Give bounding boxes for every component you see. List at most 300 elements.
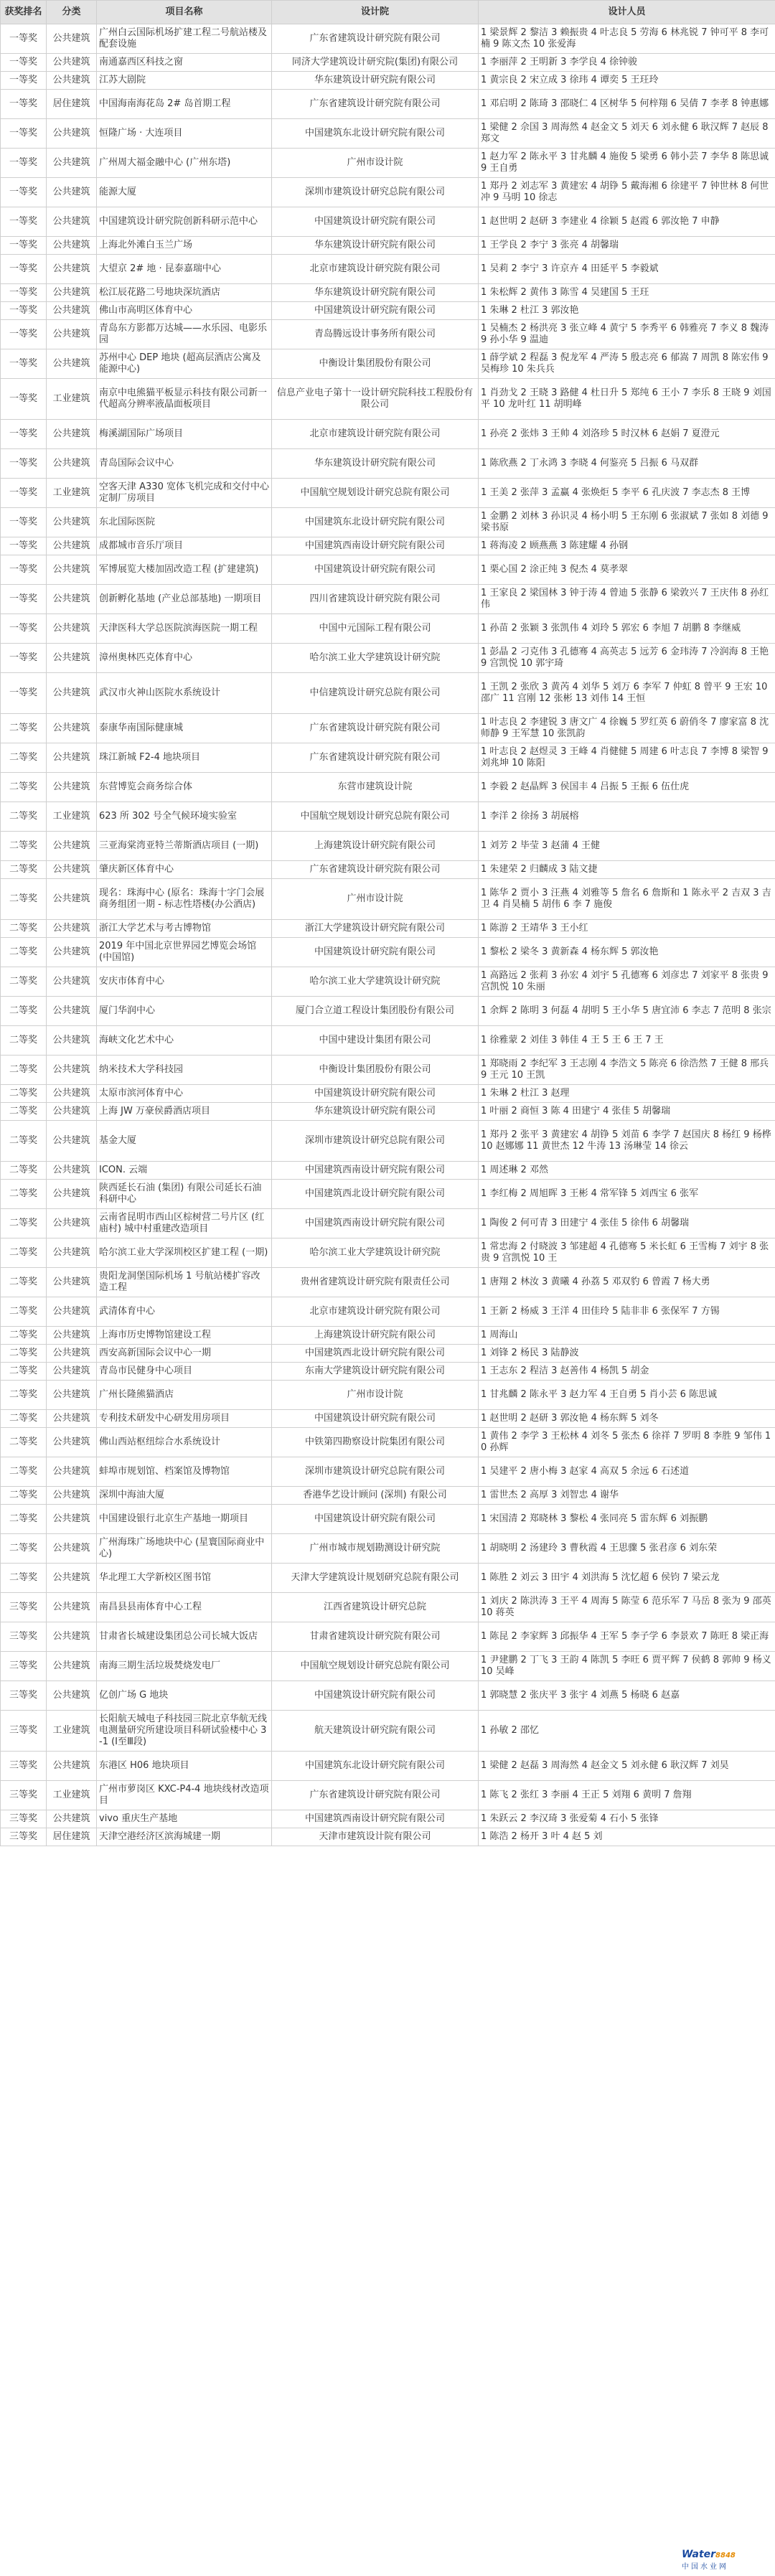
- award-rank-cell: 一等奖: [1, 149, 47, 178]
- institute-cell: 中国中建设计集团有限公司: [272, 1026, 479, 1056]
- project-name-cell: 亿创广场 G 地块: [97, 1681, 272, 1711]
- category-cell: 公共建筑: [47, 1026, 97, 1056]
- project-name-cell: 恒隆广场 · 大连项目: [97, 119, 272, 149]
- category-cell: 公共建筑: [47, 585, 97, 614]
- table-row: [1, 349, 775, 379]
- category-cell: 公共建筑: [47, 743, 97, 773]
- category-cell: 公共建筑: [47, 1810, 97, 1828]
- project-name-cell: 成都城市音乐厅项目: [97, 537, 272, 555]
- award-rank-cell: 二等奖: [1, 1162, 47, 1180]
- institute-cell: 浙江大学建筑设计研究院有限公司: [272, 920, 479, 938]
- table-row: [1, 1534, 775, 1564]
- institute-cell: 深圳市建筑设计研究总院有限公司: [272, 1121, 479, 1162]
- project-name-cell: 西安高新国际会议中心一期: [97, 1345, 272, 1363]
- table-row: [1, 743, 775, 773]
- award-rank-cell: 三等奖: [1, 1828, 47, 1846]
- designers-cell: 1 王凯 2 张欣 3 黄芮 4 刘华 5 刘万 6 李军 7 仲虹 8 曾平 9 王宏 10 邵广 11 宫刚 12 张彬 13 刘伟 14 王恒: [479, 673, 775, 714]
- award-rank-cell: 二等奖: [1, 1534, 47, 1564]
- category-cell: 工业建筑: [47, 479, 97, 508]
- designers-cell: 1 王学良 2 李宁 3 张亮 4 胡馨瑞: [479, 237, 775, 255]
- project-name-cell: 中国海南海花岛 2# 岛首期工程: [97, 90, 272, 119]
- project-name-cell: 青岛东方影都万达城——水乐园、电影乐园: [97, 320, 272, 349]
- award-rank-cell: 三等奖: [1, 1810, 47, 1828]
- award-rank-cell: 一等奖: [1, 24, 47, 54]
- institute-cell: 中国建筑西南设计研究院有限公司: [272, 1209, 479, 1238]
- award-rank-cell: 二等奖: [1, 1428, 47, 1457]
- institute-cell: 中国建筑设计研究院有限公司: [272, 938, 479, 967]
- designers-cell: 1 吴莉 2 李宁 3 许京卉 4 田延平 5 李毅斌: [479, 255, 775, 284]
- award-rank-cell: 二等奖: [1, 997, 47, 1026]
- table-row: [1, 90, 775, 119]
- category-cell: 公共建筑: [47, 207, 97, 237]
- award-rank-cell: 二等奖: [1, 1487, 47, 1505]
- institute-cell: 广州市城市规划勘测设计研究院: [272, 1534, 479, 1564]
- project-name-cell: 安庆市体育中心: [97, 967, 272, 997]
- award-rank-cell: 二等奖: [1, 1363, 47, 1381]
- category-cell: 公共建筑: [47, 967, 97, 997]
- project-name-cell: 空客天津 A330 宽体飞机完成和交付中心定制厂房项目: [97, 479, 272, 508]
- institute-cell: 哈尔滨工业大学建筑设计研究院: [272, 1238, 479, 1268]
- table-row: [1, 879, 775, 920]
- project-name-cell: 创新孵化基地 (产业总部基地) 一期项目: [97, 585, 272, 614]
- award-rank-cell: 二等奖: [1, 1180, 47, 1209]
- award-rank-cell: 一等奖: [1, 585, 47, 614]
- designers-cell: 1 郑晓雨 2 李纪军 3 王志刚 4 李浩文 5 陈亮 6 徐浩然 7 王健 8 邢兵 9 王元 10 王凯: [479, 1056, 775, 1085]
- designers-cell: 1 薛学斌 2 程磊 3 倪龙军 4 严涛 5 殷志亮 6 郁嵩 7 周凯 8 陈宏伟 9 吴梅珍 10 朱兵兵: [479, 349, 775, 379]
- table-row: [1, 379, 775, 420]
- project-name-cell: 陕西延长石油 (集团) 有限公司延长石油科研中心: [97, 1180, 272, 1209]
- award-rank-cell: 一等奖: [1, 555, 47, 585]
- table-row: [1, 255, 775, 284]
- category-cell: 公共建筑: [47, 861, 97, 879]
- table-row: [1, 1268, 775, 1297]
- institute-cell: 厦门合立道工程设计集团股份有限公司: [272, 997, 479, 1026]
- designers-cell: 1 黄伟 2 李学 3 王松林 4 刘冬 5 张杰 6 徐祥 7 罗明 8 李胜 9 邹伟 10 孙辉: [479, 1428, 775, 1457]
- designers-cell: 1 赵力军 2 陈永平 3 甘兆麟 4 施俊 5 梁勇 6 韩小芸 7 李华 8 陈思诚 9 王自勇: [479, 149, 775, 178]
- project-name-cell: 海峡文化艺术中心: [97, 1026, 272, 1056]
- designers-cell: 1 李红梅 2 周旭晖 3 王彬 4 常军锋 5 刘西宝 6 张军: [479, 1180, 775, 1209]
- table-row: [1, 585, 775, 614]
- table-row: [1, 920, 775, 938]
- category-cell: 公共建筑: [47, 1381, 97, 1410]
- table-row: [1, 1363, 775, 1381]
- designers-cell: 1 王志东 2 程洁 3 赵善伟 4 杨凯 5 胡金: [479, 1363, 775, 1381]
- designers-cell: 1 孙亮 2 张炜 3 王帅 4 刘洛珍 5 时汉林 6 赵娟 7 夏澄元: [479, 420, 775, 449]
- project-name-cell: 梅溪湖国际广场项目: [97, 420, 272, 449]
- institute-cell: 中衡设计集团股份有限公司: [272, 1056, 479, 1085]
- category-cell: 公共建筑: [47, 349, 97, 379]
- institute-cell: 北京市建筑设计研究院有限公司: [272, 420, 479, 449]
- designers-cell: 1 唐翔 2 林汝 3 黄曦 4 孙荔 5 邓双豹 6 曾霞 7 杨大勇: [479, 1268, 775, 1297]
- designers-cell: 1 常忠海 2 付晓波 3 邹建超 4 孔德骞 5 米长虹 6 王雪梅 7 刘宇 8 张贵 9 宫凯悦 10 王: [479, 1238, 775, 1268]
- project-name-cell: 漳州奥林匹克体育中心: [97, 644, 272, 673]
- award-rank-cell: 二等奖: [1, 1085, 47, 1103]
- project-name-cell: 广州白云国际机场扩建工程二号航站楼及配套设施: [97, 24, 272, 54]
- table-row: [1, 1180, 775, 1209]
- project-name-cell: 三亚海棠湾亚特兰蒂斯酒店项目 (一期): [97, 832, 272, 861]
- award-rank-cell: 二等奖: [1, 967, 47, 997]
- designers-cell: 1 朱建荣 2 归麟成 3 陆文捷: [479, 861, 775, 879]
- category-cell: 公共建筑: [47, 537, 97, 555]
- project-name-cell: 东营博览会商务综合体: [97, 773, 272, 802]
- institute-cell: 香港华艺设计顾问 (深圳) 有限公司: [272, 1487, 479, 1505]
- institute-cell: 中国建筑西南设计研究院有限公司: [272, 537, 479, 555]
- designers-cell: 1 叶丽 2 商恒 3 陈 4 田建宁 4 张佳 5 胡馨瑞: [479, 1103, 775, 1121]
- award-rank-cell: 一等奖: [1, 302, 47, 320]
- award-rank-cell: 二等奖: [1, 1381, 47, 1410]
- designers-cell: 1 郭晓慧 2 张庆平 3 张宇 4 刘燕 5 杨晓 6 赵嘉: [479, 1681, 775, 1711]
- award-rank-cell: 一等奖: [1, 644, 47, 673]
- award-rank-cell: 三等奖: [1, 1752, 47, 1781]
- table-row: [1, 1327, 775, 1345]
- category-cell: 公共建筑: [47, 149, 97, 178]
- institute-cell: 哈尔滨工业大学建筑设计研究院: [272, 644, 479, 673]
- category-cell: 公共建筑: [47, 24, 97, 54]
- table-row: [1, 72, 775, 90]
- institute-cell: 中国航空规划设计研究总院有限公司: [272, 802, 479, 832]
- table-row: [1, 644, 775, 673]
- category-cell: 公共建筑: [47, 879, 97, 920]
- project-name-cell: ICON. 云端: [97, 1162, 272, 1180]
- institute-cell: 哈尔滨工业大学建筑设计研究院: [272, 967, 479, 997]
- designers-cell: 1 朱琳 2 杜江 3 郭汝艳: [479, 302, 775, 320]
- table-row: [1, 802, 775, 832]
- category-cell: 公共建筑: [47, 555, 97, 585]
- category-cell: 公共建筑: [47, 938, 97, 967]
- table-row: [1, 508, 775, 537]
- project-name-cell: 珠江新城 F2-4 地块项目: [97, 743, 272, 773]
- table-row: [1, 1381, 775, 1410]
- institute-cell: 青岛腾远设计事务所有限公司: [272, 320, 479, 349]
- award-rank-cell: 一等奖: [1, 178, 47, 207]
- table-row: [1, 1026, 775, 1056]
- project-name-cell: 太原市滨河体育中心: [97, 1085, 272, 1103]
- category-cell: 公共建筑: [47, 1752, 97, 1781]
- table-row: [1, 1056, 775, 1085]
- project-name-cell: 苏州中心 DEP 地块 (超高层酒店公寓及能源中心): [97, 349, 272, 379]
- institute-cell: 中国建筑设计研究院有限公司: [272, 302, 479, 320]
- institute-cell: 中国建筑东北设计研究院有限公司: [272, 1752, 479, 1781]
- table-row: [1, 1505, 775, 1534]
- table-row: [1, 1428, 775, 1457]
- category-cell: 公共建筑: [47, 644, 97, 673]
- table-row: [1, 1681, 775, 1711]
- institute-cell: 中国建筑西北设计研究院有限公司: [272, 1345, 479, 1363]
- designers-cell: 1 高路远 2 张莉 3 孙宏 4 刘宇 5 孔德骞 6 刘彦忠 7 刘家平 8 张贵 9 宫凯悦 10 朱丽: [479, 967, 775, 997]
- category-cell: 工业建筑: [47, 1781, 97, 1810]
- designers-cell: 1 吴建平 2 唐小梅 3 赵家 4 高双 5 余远 6 石述道: [479, 1457, 775, 1487]
- award-rank-cell: 二等奖: [1, 1121, 47, 1162]
- category-cell: 工业建筑: [47, 1711, 97, 1752]
- institute-cell: 广东省建筑设计研究院有限公司: [272, 743, 479, 773]
- project-name-cell: 南京中电熊猫平板显示科技有限公司新一代超高分辨率液晶面板项目: [97, 379, 272, 420]
- table-row: [1, 1345, 775, 1363]
- designers-cell: 1 李丽萍 2 王明新 3 李学良 4 徐钟骏: [479, 54, 775, 72]
- institute-cell: 中信建筑设计研究总院有限公司: [272, 673, 479, 714]
- table-row: [1, 1238, 775, 1268]
- table-row: [1, 420, 775, 449]
- institute-cell: 中国建筑西南设计研究院有限公司: [272, 1162, 479, 1180]
- institute-cell: 上海建筑设计研究院有限公司: [272, 832, 479, 861]
- award-rank-cell: 二等奖: [1, 1268, 47, 1297]
- category-cell: 公共建筑: [47, 1103, 97, 1121]
- category-cell: 工业建筑: [47, 379, 97, 420]
- designers-cell: 1 梁景辉 2 黎洁 3 赖振贵 4 叶志良 5 劳海 6 林兆锐 7 钟可平 8 李可楠 9 陈文杰 10 张爱海: [479, 24, 775, 54]
- project-name-cell: 623 所 302 号全气候环境实验室: [97, 802, 272, 832]
- category-cell: 公共建筑: [47, 1622, 97, 1652]
- category-cell: 公共建筑: [47, 449, 97, 479]
- table-row: [1, 1487, 775, 1505]
- category-cell: 公共建筑: [47, 1534, 97, 1564]
- award-rank-cell: 三等奖: [1, 1622, 47, 1652]
- award-rank-cell: 一等奖: [1, 237, 47, 255]
- category-cell: 公共建筑: [47, 1268, 97, 1297]
- designers-cell: 1 栗心国 2 涂正纯 3 倪杰 4 莫孝翠: [479, 555, 775, 585]
- watermark-sub: 中国水业网: [682, 2563, 728, 2571]
- award-rank-cell: 二等奖: [1, 743, 47, 773]
- table-row: [1, 1457, 775, 1487]
- table-row: [1, 149, 775, 178]
- designers-cell: 1 郑丹 2 张平 3 黄建宏 4 胡铮 5 刘苗 6 李学 7 赵国庆 8 杨红 9 杨桦 10 赵娜娜 11 黄世杰 12 牛涛 13 汤琳莹 14 徐云: [479, 1121, 775, 1162]
- category-cell: 公共建筑: [47, 1652, 97, 1681]
- table-row: [1, 1752, 775, 1781]
- designers-cell: 1 周述琳 2 邓然: [479, 1162, 775, 1180]
- designers-cell: 1 陈昆 2 李家辉 3 邱振华 4 王军 5 李子学 6 李景欢 7 陈旺 8 梁正海: [479, 1622, 775, 1652]
- project-name-cell: 天津空港经济区滨海城建一期: [97, 1828, 272, 1846]
- project-name-cell: 青岛市民健身中心项目: [97, 1363, 272, 1381]
- award-rank-cell: 二等奖: [1, 1410, 47, 1428]
- project-name-cell: 南通嘉西区科技之窗: [97, 54, 272, 72]
- category-cell: 公共建筑: [47, 1180, 97, 1209]
- institute-cell: 东营市建筑设计院: [272, 773, 479, 802]
- table-row: [1, 938, 775, 967]
- category-cell: 公共建筑: [47, 420, 97, 449]
- table-row: [1, 1622, 775, 1652]
- institute-cell: 上海建筑设计研究院有限公司: [272, 1327, 479, 1345]
- designers-cell: 1 郑丹 2 刘志军 3 黄建宏 4 胡铮 5 戴海湘 6 徐建平 7 钟世林 8 何世冲 9 马明 10 徐志: [479, 178, 775, 207]
- designers-cell: 1 陈欣燕 2 丁永鸿 3 李晓 4 何鉴亮 5 吕振 6 马双群: [479, 449, 775, 479]
- project-name-cell: 中国建筑设计研究院创新科研示范中心: [97, 207, 272, 237]
- category-cell: 公共建筑: [47, 1162, 97, 1180]
- category-cell: 公共建筑: [47, 1457, 97, 1487]
- institute-cell: 中国建筑设计研究院有限公司: [272, 555, 479, 585]
- institute-cell: 中国建筑设计研究院有限公司: [272, 1410, 479, 1428]
- project-name-cell: 甘肃省长城建设集团总公司长城大饭店: [97, 1622, 272, 1652]
- category-cell: 居住建筑: [47, 1828, 97, 1846]
- designers-cell: 1 梁健 2 赵磊 3 周海然 4 赵金文 5 刘永健 6 耿汉辉 7 刘昊: [479, 1752, 775, 1781]
- category-cell: 公共建筑: [47, 1238, 97, 1268]
- project-name-cell: 深圳中海油大厦: [97, 1487, 272, 1505]
- institute-cell: 北京市建筑设计研究院有限公司: [272, 255, 479, 284]
- institute-cell: 广州市设计院: [272, 1381, 479, 1410]
- project-name-cell: 上海 JW 万豪侯爵酒店项目: [97, 1103, 272, 1121]
- designers-cell: 1 黄宗良 2 宋立成 3 徐玮 4 谭奕 5 王玨玲: [479, 72, 775, 90]
- designers-cell: 1 李洋 2 徐扬 3 胡展榕: [479, 802, 775, 832]
- header-award: 获奖排名: [1, 1, 47, 24]
- category-cell: 公共建筑: [47, 920, 97, 938]
- award-rank-cell: 一等奖: [1, 449, 47, 479]
- award-rank-cell: 二等奖: [1, 861, 47, 879]
- institute-cell: 中国中元国际工程有限公司: [272, 614, 479, 644]
- table-row: [1, 861, 775, 879]
- project-name-cell: 武汉市火神山医院水系统设计: [97, 673, 272, 714]
- category-cell: 公共建筑: [47, 178, 97, 207]
- designers-cell: 1 朱跃云 2 李汉琦 3 张爱菊 4 石小 5 张锋: [479, 1810, 775, 1828]
- designers-cell: 1 陈胜 2 刘云 3 田宇 4 刘洪海 5 沈忆超 6 侯钧 7 梁云龙: [479, 1564, 775, 1593]
- institute-cell: 中国航空规划设计研究总院有限公司: [272, 479, 479, 508]
- category-cell: 公共建筑: [47, 54, 97, 72]
- designers-cell: 1 朱松辉 2 黄伟 3 陈雪 4 吴建国 5 王玨: [479, 284, 775, 302]
- category-cell: 公共建筑: [47, 1056, 97, 1085]
- table-body: [1, 24, 775, 1846]
- institute-cell: 贵州省建筑设计研究院有限责任公司: [272, 1268, 479, 1297]
- table-row: [1, 24, 775, 54]
- institute-cell: 天津大学建筑设计规划研究总院有限公司: [272, 1564, 479, 1593]
- project-name-cell: 贵阳龙洞堡国际机场 1 号航站楼扩容改造工程: [97, 1268, 272, 1297]
- designers-cell: 1 彭晶 2 刁克伟 3 孔德骞 4 高英志 5 远芳 6 金玮涛 7 冷润海 8 王艳 9 宫凯悦 10 郭宇琦: [479, 644, 775, 673]
- table-row: [1, 1828, 775, 1846]
- institute-cell: 中国建筑西南设计研究院有限公司: [272, 1810, 479, 1828]
- institute-cell: 东南大学建筑设计研究院有限公司: [272, 1363, 479, 1381]
- designers-cell: 1 周海山: [479, 1327, 775, 1345]
- institute-cell: 中国建筑西北设计研究院有限公司: [272, 1180, 479, 1209]
- table-row: [1, 773, 775, 802]
- category-cell: 公共建筑: [47, 255, 97, 284]
- table-row: [1, 1593, 775, 1622]
- table-row: [1, 673, 775, 714]
- table-row: [1, 1564, 775, 1593]
- award-rank-cell: 一等奖: [1, 379, 47, 420]
- designers-cell: 1 尹建鹏 2 丁飞 3 王韵 4 陈凯 5 李旺 6 贾平辉 7 侯鹤 8 郭帅 9 杨义 10 吴峰: [479, 1652, 775, 1681]
- project-name-cell: 浙江大学艺术与考古博物馆: [97, 920, 272, 938]
- project-name-cell: 专利技术研发中心研发用房项目: [97, 1410, 272, 1428]
- project-name-cell: 泰康华南国际健康城: [97, 714, 272, 743]
- designers-cell: 1 徐雅蒙 2 刘佳 3 韩佳 4 王 5 王 6 王 7 王: [479, 1026, 775, 1056]
- watermark-brand: Water: [682, 2549, 716, 2560]
- designers-cell: 1 胡晓明 2 汤建玲 3 曹秋霞 4 王思骤 5 张君彦 6 刘东荣: [479, 1534, 775, 1564]
- header-designers: 设计人员: [479, 1, 775, 24]
- institute-cell: 华东建筑设计研究院有限公司: [272, 284, 479, 302]
- category-cell: 公共建筑: [47, 1121, 97, 1162]
- project-name-cell: 江苏大剧院: [97, 72, 272, 90]
- institute-cell: 同济大学建筑设计研究院(集团)有限公司: [272, 54, 479, 72]
- award-rank-cell: 三等奖: [1, 1593, 47, 1622]
- category-cell: 公共建筑: [47, 302, 97, 320]
- award-rank-cell: 一等奖: [1, 90, 47, 119]
- table-row: [1, 1162, 775, 1180]
- project-name-cell: 能源大厦: [97, 178, 272, 207]
- project-name-cell: 上海北外滩白玉兰广场: [97, 237, 272, 255]
- table-row: [1, 1085, 775, 1103]
- designers-cell: 1 刘锋 2 杨民 3 陆静波: [479, 1345, 775, 1363]
- category-cell: 公共建筑: [47, 714, 97, 743]
- designers-cell: 1 刘芳 2 毕莹 3 赵蒲 4 王健: [479, 832, 775, 861]
- project-name-cell: 肇庆新区体育中心: [97, 861, 272, 879]
- award-rank-cell: 一等奖: [1, 54, 47, 72]
- designers-cell: 1 王美 2 张萍 3 孟赢 4 张焕炬 5 李平 6 孔庆波 7 李志杰 8 王博: [479, 479, 775, 508]
- award-rank-cell: 二等奖: [1, 920, 47, 938]
- designers-cell: 1 赵世明 2 赵研 3 李建业 4 徐颖 5 赵霞 6 郭汝艳 7 申静: [479, 207, 775, 237]
- table-row: [1, 832, 775, 861]
- award-rank-cell: 一等奖: [1, 537, 47, 555]
- designers-cell: 1 梁健 2 佘国 3 周海然 4 赵金文 5 刘天 6 刘永健 6 耿汉辉 7 赵辰 8 郑文: [479, 119, 775, 149]
- award-rank-cell: 二等奖: [1, 1026, 47, 1056]
- institute-cell: 四川省建筑设计研究院有限公司: [272, 585, 479, 614]
- institute-cell: 北京市建筑设计研究院有限公司: [272, 1297, 479, 1327]
- institute-cell: 中铁第四勘察设计院集团有限公司: [272, 1428, 479, 1457]
- institute-cell: 甘肃省建筑设计研究院有限公司: [272, 1622, 479, 1652]
- designers-cell: 1 肖劲戈 2 王晓 3 路健 4 杜日升 5 郑纯 6 王小 7 李乐 8 王晓 9 刘国平 10 龙叶红 11 胡明峰: [479, 379, 775, 420]
- table-row: [1, 449, 775, 479]
- institute-cell: 广东省建筑设计研究院有限公司: [272, 24, 479, 54]
- category-cell: 公共建筑: [47, 508, 97, 537]
- award-rank-cell: 三等奖: [1, 1652, 47, 1681]
- award-rank-cell: 一等奖: [1, 72, 47, 90]
- award-rank-cell: 一等奖: [1, 420, 47, 449]
- category-cell: 公共建筑: [47, 284, 97, 302]
- institute-cell: 航天建筑设计研究院有限公司: [272, 1711, 479, 1752]
- project-name-cell: 蚌埠市规划馆、档案馆及博物馆: [97, 1457, 272, 1487]
- institute-cell: 中国建筑设计研究院有限公司: [272, 1505, 479, 1534]
- category-cell: 公共建筑: [47, 1428, 97, 1457]
- category-cell: 公共建筑: [47, 1297, 97, 1327]
- table-row: [1, 537, 775, 555]
- category-cell: 公共建筑: [47, 673, 97, 714]
- table-row: [1, 967, 775, 997]
- table-row: [1, 614, 775, 644]
- award-rank-cell: 一等奖: [1, 614, 47, 644]
- watermark-suffix: 8848: [715, 2552, 736, 2559]
- table-row: [1, 54, 775, 72]
- award-rank-cell: 二等奖: [1, 1457, 47, 1487]
- award-rank-cell: 二等奖: [1, 1345, 47, 1363]
- category-cell: 公共建筑: [47, 1564, 97, 1593]
- header-project: 项目名称: [97, 1, 272, 24]
- award-rank-cell: 二等奖: [1, 1564, 47, 1593]
- project-name-cell: 广州海珠广场地块中心 (星寰国际商业中心): [97, 1534, 272, 1564]
- institute-cell: 中国建筑设计研究院有限公司: [272, 207, 479, 237]
- award-rank-cell: 二等奖: [1, 802, 47, 832]
- table-header-row: [1, 1, 775, 24]
- project-name-cell: 军博展览大楼加固改造工程 (扩建建筑): [97, 555, 272, 585]
- institute-cell: 华东建筑设计研究院有限公司: [272, 72, 479, 90]
- award-rank-cell: 二等奖: [1, 714, 47, 743]
- project-name-cell: 东港区 H06 地块项目: [97, 1752, 272, 1781]
- project-name-cell: 青岛国际会议中心: [97, 449, 272, 479]
- category-cell: 公共建筑: [47, 320, 97, 349]
- institute-cell: 江西省建筑设计研究总院: [272, 1593, 479, 1622]
- table-row: [1, 119, 775, 149]
- table-row: [1, 1209, 775, 1238]
- award-rank-cell: 二等奖: [1, 1103, 47, 1121]
- category-cell: 公共建筑: [47, 1327, 97, 1345]
- header-institute: 设计院: [272, 1, 479, 24]
- designers-cell: 1 吴楠杰 2 杨洪亮 3 张立峰 4 黄宁 5 李秀平 6 韩雅亮 7 李义 8 魏涛 9 孙小华 9 温迪: [479, 320, 775, 349]
- category-cell: 公共建筑: [47, 1209, 97, 1238]
- category-cell: 公共建筑: [47, 614, 97, 644]
- designers-cell: 1 孙敏 2 邵忆: [479, 1711, 775, 1752]
- watermark-logo: [682, 2549, 772, 2573]
- award-rank-cell: 二等奖: [1, 879, 47, 920]
- table-row: [1, 1652, 775, 1681]
- institute-cell: 广东省建筑设计研究院有限公司: [272, 714, 479, 743]
- award-rank-cell: 二等奖: [1, 1327, 47, 1345]
- designers-cell: 1 黎松 2 梁冬 3 黄新森 4 杨东辉 5 郭汝艳: [479, 938, 775, 967]
- category-cell: 公共建筑: [47, 1363, 97, 1381]
- designers-cell: 1 李毅 2 赵晶辉 3 侯国丰 4 吕振 5 王振 6 伍仕虎: [479, 773, 775, 802]
- project-name-cell: 大望京 2# 地 · 昆泰嘉瑞中心: [97, 255, 272, 284]
- project-name-cell: 武清体育中心: [97, 1297, 272, 1327]
